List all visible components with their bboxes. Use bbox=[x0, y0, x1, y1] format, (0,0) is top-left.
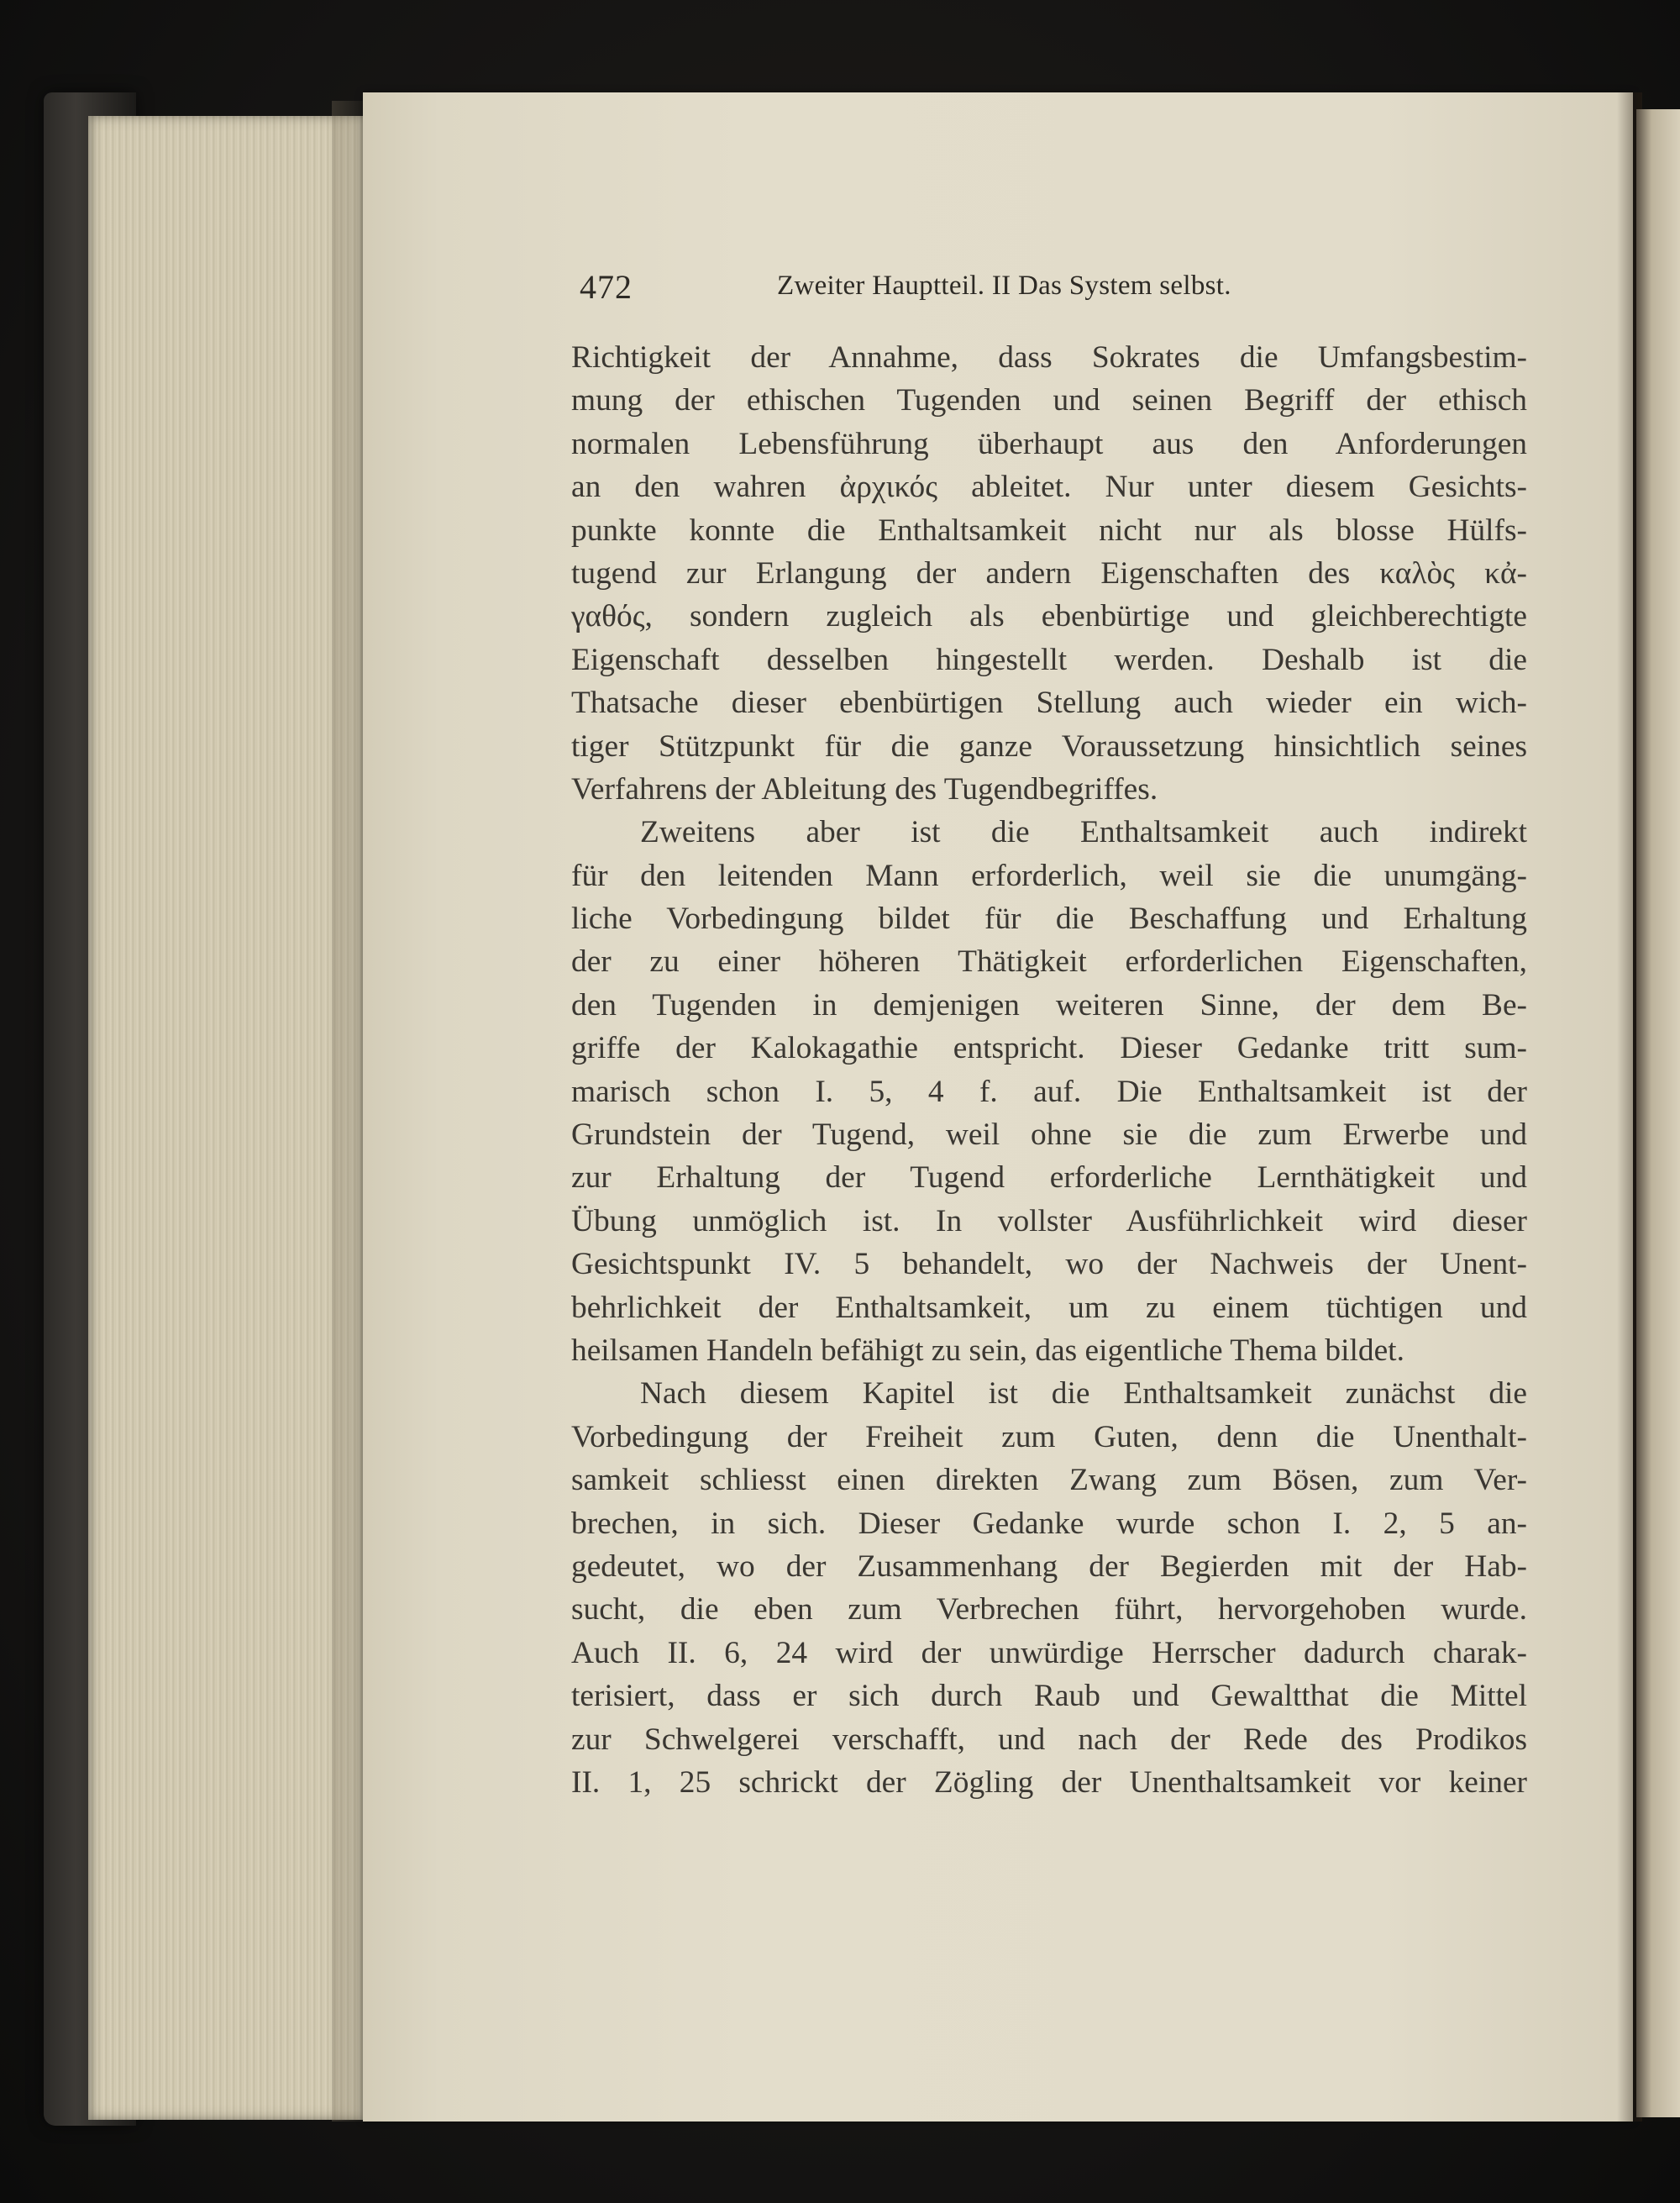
text-line: Nach diesem Kapitel ist die Enthaltsamkeit zunächst die bbox=[640, 1376, 1527, 1412]
text-line: behrlichkeit der Enthaltsamkeit, um zu einem tüchtigen und bbox=[571, 1290, 1527, 1325]
text-line: gedeutet, wo der Zusammenhang der Begierden mit der Hab- bbox=[571, 1548, 1527, 1584]
text-line: den Tugenden in demjenigen weiteren Sinne, der dem Be- bbox=[571, 987, 1527, 1023]
page-number: 472 bbox=[580, 268, 633, 306]
text-line: Zweitens aber ist die Enthaltsamkeit auch indirekt bbox=[640, 815, 1527, 850]
page-edges bbox=[88, 116, 365, 2120]
text-line: terisiert, dass er sich durch Raub und Gewaltthat die Mittel bbox=[571, 1679, 1527, 1714]
text-line: normalen Lebensführung überhaupt aus den Anforderungen bbox=[571, 426, 1527, 461]
text-line: sucht, die eben zum Verbrechen führt, hervorgehoben wurde. bbox=[571, 1592, 1527, 1627]
text-line: an den wahren ἀρχικός ableitet. Nur unter diesem Gesichts- bbox=[571, 470, 1527, 505]
text-line: Richtigkeit der Annahme, dass Sokrates die Umfangsbestim- bbox=[571, 340, 1527, 375]
text-line: marisch schon I. 5, 4 f. auf. Die Enthaltsamkeit ist der bbox=[571, 1074, 1527, 1109]
text-line: Vorbedingung der Freiheit zum Guten, denn die Unenthalt- bbox=[571, 1419, 1527, 1454]
text-line: Eigenschaft desselben hingestellt werden. Deshalb ist die bbox=[571, 642, 1527, 677]
body-text bbox=[571, 336, 1527, 1804]
text-line: Verfahrens der Ableitung des Tugendbegriffes. bbox=[571, 771, 1158, 807]
text-line: tugend zur Erlangung der andern Eigenschaften des καλὸς κἀ- bbox=[571, 555, 1527, 591]
facing-page-edge bbox=[1636, 109, 1680, 2117]
text-line: brechen, in sich. Dieser Gedanke wurde schon I. 2, 5 an- bbox=[571, 1506, 1527, 1541]
text-line: samkeit schliesst einen direkten Zwang zum Bösen, zum Ver- bbox=[571, 1463, 1527, 1498]
text-line: der zu einer höheren Thätigkeit erforderlichen Eigenschaften, bbox=[571, 944, 1527, 980]
text-line: II. 1, 25 schrickt der Zögling der Unenthaltsamkeit vor keiner bbox=[571, 1764, 1527, 1800]
text-line: tiger Stützpunkt für die ganze Voraussetzung hinsichtlich seines bbox=[571, 728, 1527, 764]
text-line: mung der ethischen Tugenden und seinen Begriff der ethisch bbox=[571, 383, 1527, 418]
text-line: liche Vorbedingung bildet für die Beschaffung und Erhaltung bbox=[571, 902, 1527, 937]
text-line: Gesichtspunkt IV. 5 behandelt, wo der Nachweis der Unent- bbox=[571, 1247, 1527, 1282]
text-line: Grundstein der Tugend, weil ohne sie die zum Erwerbe und bbox=[571, 1117, 1527, 1153]
text-line: punkte konnte die Enthaltsamkeit nicht nur als blosse Hülfs- bbox=[571, 513, 1527, 548]
text-line: Thatsache dieser ebenbürtigen Stellung auch wieder ein wich- bbox=[571, 686, 1527, 721]
running-head: Zweiter Hauptteil. II Das System selbst. bbox=[777, 271, 1231, 301]
text-line: zur Erhaltung der Tugend erforderliche Lernthätigkeit und bbox=[571, 1160, 1527, 1196]
text-line: griffe der Kalokagathie entspricht. Dieser Gedanke tritt sum- bbox=[571, 1031, 1527, 1066]
text-line: Übung unmöglich ist. In vollster Ausführlichkeit wird dieser bbox=[571, 1203, 1527, 1238]
page-header bbox=[580, 267, 1537, 309]
text-line: Auch II. 6, 24 wird der unwürdige Herrscher dadurch charak- bbox=[571, 1635, 1527, 1670]
text-line: γαθός, sondern zugleich als ebenbürtige und gleichberechtigte bbox=[571, 599, 1527, 634]
text-line: zur Schwelgerei verschafft, und nach der Rede des Prodikos bbox=[571, 1722, 1527, 1757]
text-line: heilsamen Handeln befähigt zu sein, das eigentliche Thema bildet. bbox=[571, 1333, 1404, 1368]
text-line: für den leitenden Mann erforderlich, weil sie die unumgäng- bbox=[571, 858, 1527, 893]
